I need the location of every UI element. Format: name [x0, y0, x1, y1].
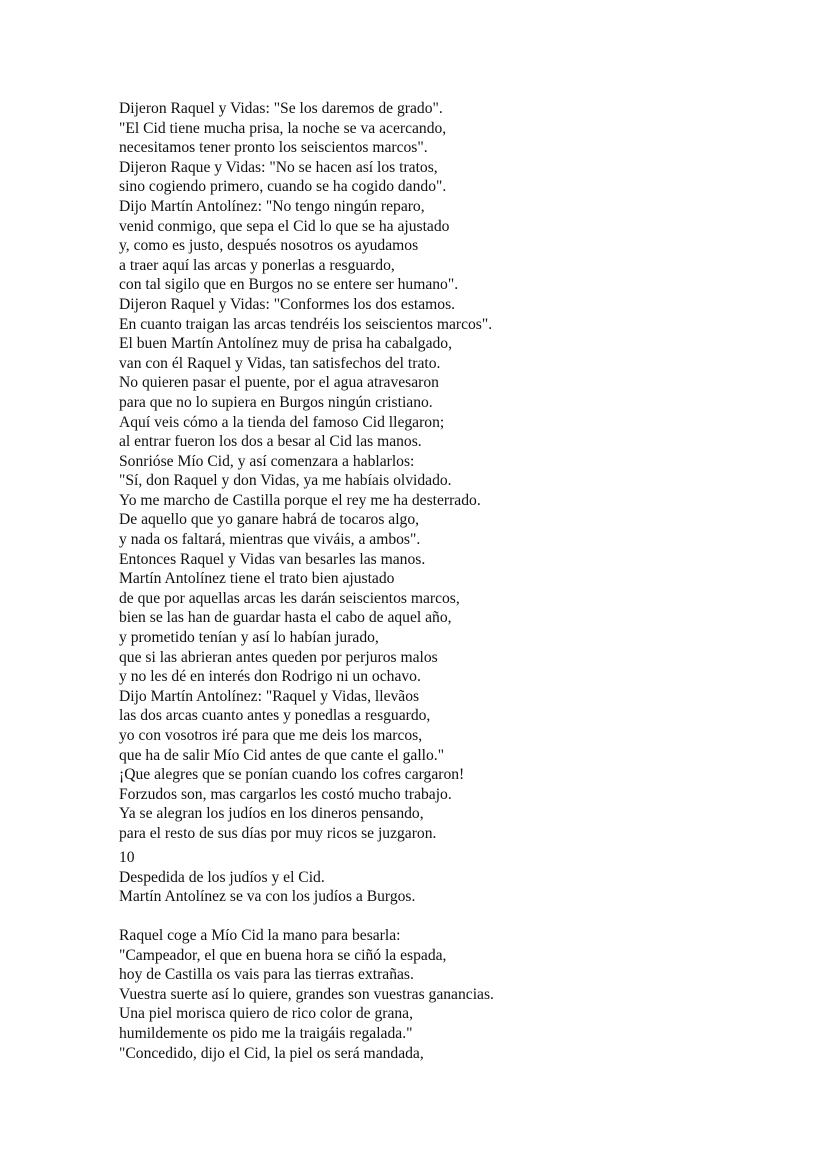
verse-line: "Campeador, el que en buena hora se ciñó la espada, — [119, 946, 447, 964]
verse-line: al entrar fueron los dos a besar al Cid las manos. — [119, 433, 422, 451]
verse-line: ¡Que alegres que se ponían cuando los cofres cargaron! — [119, 766, 465, 784]
verse-line: "Sí, don Raquel y don Vidas, ya me habíais olvidado. — [119, 472, 452, 490]
section-title-line: Martín Antolínez se va con los judíos a Burgos. — [119, 888, 416, 906]
verse-line: No quieren pasar el puente, por el agua atravesaron — [119, 374, 439, 392]
verse-line: de que por aquellas arcas les darán seiscientos marcos, — [119, 589, 460, 607]
section-number: 10 — [119, 849, 135, 866]
verse-line: Aquí veis cómo a la tienda del famoso Cid llegaron; — [119, 413, 445, 431]
verse-line: Forzudos son, mas cargarlos les costó mucho trabajo. — [119, 785, 452, 803]
verse-line: Ya se alegran los judíos en los dineros pensando, — [119, 805, 424, 823]
verse-line: Raquel coge a Mío Cid la mano para besarla: — [119, 927, 401, 944]
verse-line: a traer aquí las arcas y ponerlas a resguardo, — [119, 256, 395, 274]
verse-block-2 — [119, 926, 494, 1063]
verse-line: El buen Martín Antolínez muy de prisa ha cabalgado, — [119, 335, 453, 353]
verse-line: Dijeron Raquel y Vidas: "Conformes los dos estamos. — [119, 295, 456, 313]
verse-line: que si las abrieran antes queden por perjuros malos — [119, 648, 438, 666]
verse-line: Martín Antolínez tiene el trato bien ajustado — [119, 570, 395, 588]
verse-line: Una piel morisca quiero de rico color de grana, — [119, 1005, 413, 1023]
verse-line: Yo me marcho de Castilla porque el rey me ha desterrado. — [119, 491, 481, 509]
verse-line: para que no lo supiera en Burgos ningún cristiano. — [119, 393, 433, 411]
verse-line: que ha de salir Mío Cid antes de que cante el gallo." — [119, 746, 445, 764]
verse-line: y, como es justo, después nosotros os ayudamos — [119, 237, 419, 255]
verse-line: Dijeron Raquel y Vidas: "Se los daremos de grado". — [119, 100, 443, 117]
verse-line: sino cogiendo primero, cuando se ha cogido dando". — [119, 178, 447, 196]
verse-line: "Concedido, dijo el Cid, la piel os será mandada, — [119, 1044, 424, 1062]
verse-block-1 — [119, 99, 492, 844]
verse-line: bien se las han de guardar hasta el cabo de aquel año, — [119, 609, 452, 627]
section-heading — [119, 848, 415, 907]
verse-line: Vuestra suerte así lo quiere, grandes son vuestras ganancias. — [119, 985, 494, 1003]
section-title-line: Despedida de los judíos y el Cid. — [119, 868, 325, 886]
verse-line: venid conmigo, que sepa el Cid lo que se ha ajustado — [119, 217, 450, 235]
verse-line: Dijeron Raque y Vidas: "No se hacen así los tratos, — [119, 158, 438, 176]
verse-line: necesitamos tener pronto los seiscientos marcos". — [119, 139, 428, 157]
verse-line: Dijo Martín Antolínez: "No tengo ningún reparo, — [119, 197, 425, 215]
verse-line: En cuanto traigan las arcas tendréis los seiscientos marcos". — [119, 315, 493, 333]
verse-line: las dos arcas cuanto antes y ponedlas a resguardo, — [119, 707, 431, 725]
verse-line: van con él Raquel y Vidas, tan satisfechos del trato. — [119, 354, 441, 372]
verse-line: y no les dé en interés don Rodrigo ni un ochavo. — [119, 668, 421, 686]
verse-line: para el resto de sus días por muy ricos se juzgaron. — [119, 824, 437, 842]
verse-line: con tal sigilo que en Burgos no se entere ser humano". — [119, 276, 459, 294]
verse-line: Sonrióse Mío Cid, y así comenzara a hablarlos: — [119, 452, 415, 470]
verse-line: "El Cid tiene mucha prisa, la noche se va acercando, — [119, 119, 447, 137]
verse-line: Entonces Raquel y Vidas van besarles las manos. — [119, 550, 426, 568]
verse-line: y nada os faltará, mientras que viváis, a ambos". — [119, 531, 421, 549]
verse-line: humildemente os pido me la traigáis regalada." — [119, 1024, 413, 1042]
verse-line: Dijo Martín Antolínez: "Raquel y Vidas, llevãos — [119, 687, 420, 705]
verse-line: De aquello que yo ganare habrá de tocaros algo, — [119, 511, 420, 529]
verse-line: yo con vosotros iré para que me deis los marcos, — [119, 727, 423, 744]
verse-line: hoy de Castilla os vais para las tierras extrañas. — [119, 966, 414, 984]
verse-line: y prometido tenían y así lo habían jurado, — [119, 629, 379, 647]
